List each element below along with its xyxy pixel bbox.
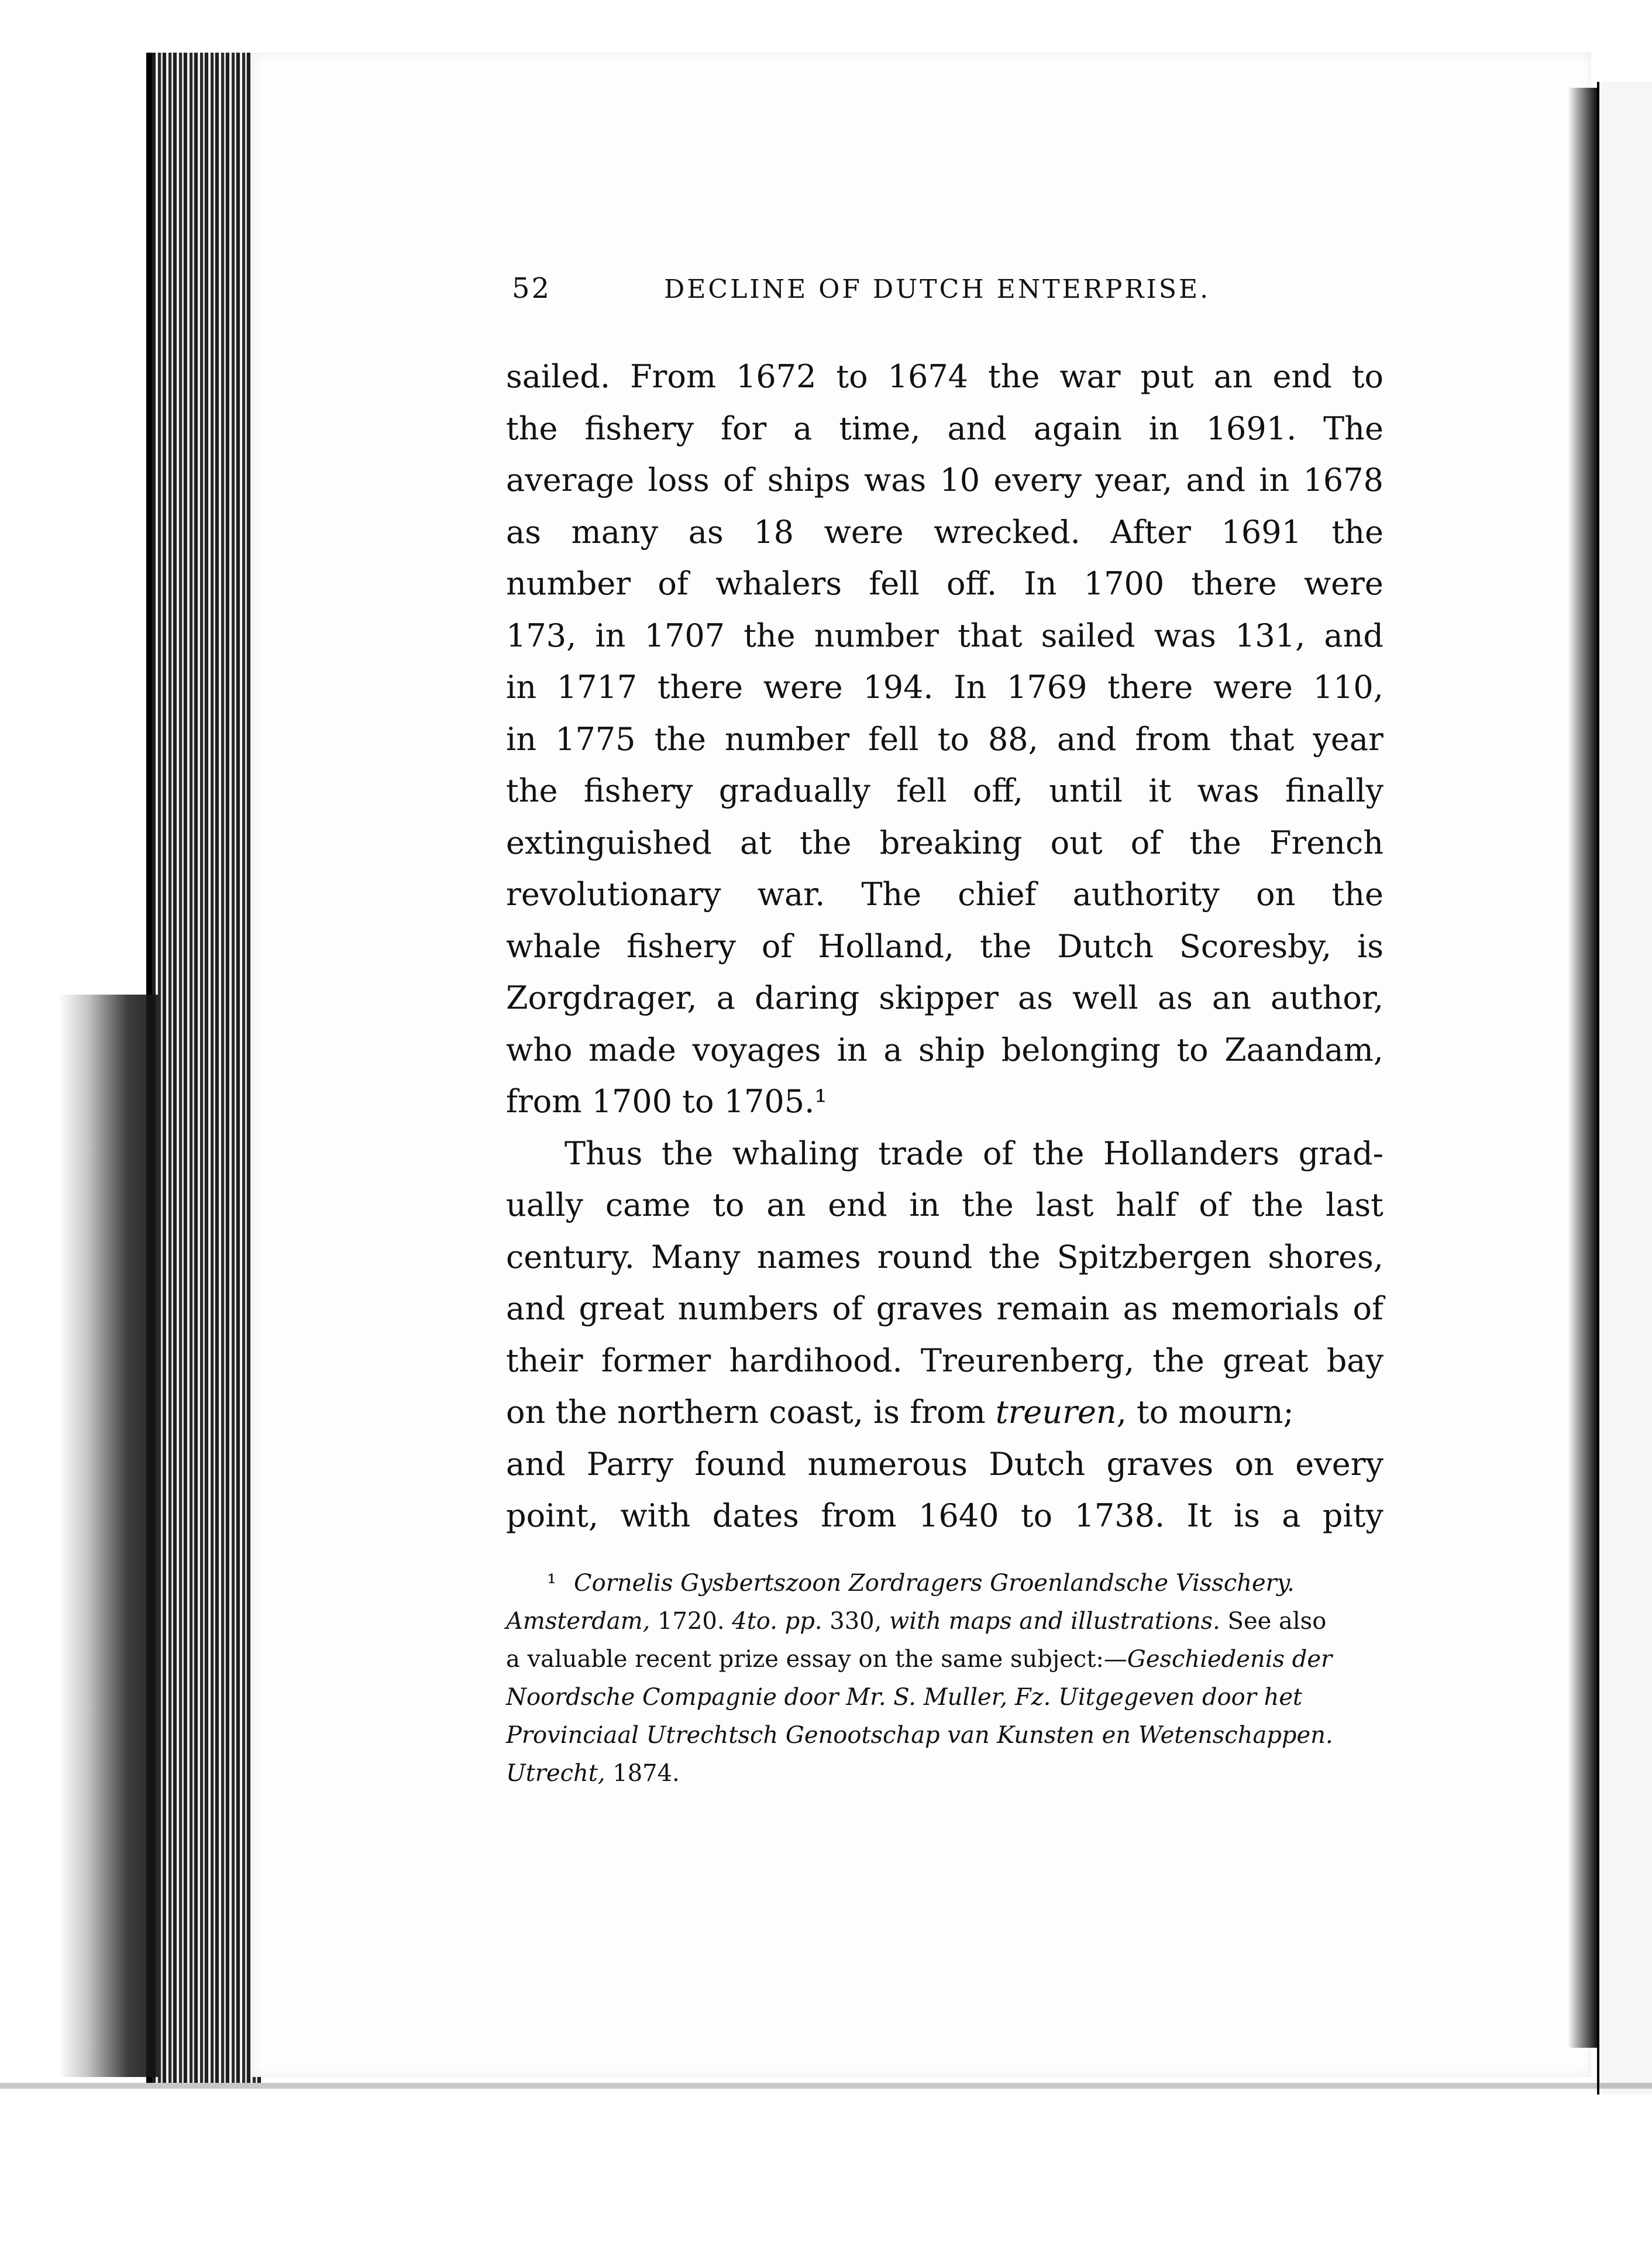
word: the xyxy=(979,927,1032,965)
text-line xyxy=(506,1128,1383,1180)
word: is xyxy=(1357,927,1383,965)
word: loss xyxy=(648,462,710,498)
word: to xyxy=(1351,358,1383,395)
word: trade xyxy=(878,1134,964,1172)
word: to xyxy=(836,358,868,395)
word: 173, xyxy=(506,617,577,654)
word: the xyxy=(654,720,706,758)
footnote-line xyxy=(506,1603,1383,1641)
word: The xyxy=(861,876,922,913)
text-line xyxy=(506,921,1383,973)
word: found xyxy=(694,1445,787,1483)
word: for xyxy=(720,410,767,447)
word: of xyxy=(1130,824,1162,861)
text-line xyxy=(506,610,1383,662)
word: whalers xyxy=(715,565,842,602)
page-header xyxy=(506,272,1383,319)
word: author, xyxy=(1270,979,1383,1016)
word: 131, xyxy=(1235,617,1306,654)
word: that xyxy=(1229,720,1295,758)
word: from xyxy=(1135,720,1211,758)
word: off, xyxy=(972,772,1024,809)
word: until xyxy=(1049,772,1123,809)
word: war xyxy=(1059,358,1121,395)
word: whaling xyxy=(732,1134,859,1172)
word: was xyxy=(864,462,927,498)
word: Treurenberg, xyxy=(920,1342,1135,1379)
footnote xyxy=(506,1564,1383,1793)
word: number xyxy=(814,617,939,654)
word: in xyxy=(1148,410,1179,447)
footnote-line xyxy=(506,1717,1383,1755)
book-fore-edge xyxy=(146,53,263,2083)
word: Scoresby, xyxy=(1179,927,1332,965)
word: chief xyxy=(958,876,1037,913)
word: an xyxy=(1212,979,1251,1016)
word: to xyxy=(1176,1031,1209,1068)
word: sailed. xyxy=(506,358,611,395)
word: 1674 xyxy=(887,358,969,395)
word: on xyxy=(1234,1445,1274,1483)
text-line xyxy=(506,1076,1383,1128)
word: who xyxy=(506,1031,573,1068)
footnote-line xyxy=(506,1679,1383,1717)
word: the xyxy=(1331,513,1383,551)
word: many xyxy=(571,513,659,551)
word: and xyxy=(1186,462,1245,498)
word: belonging xyxy=(1001,1031,1161,1068)
word: voyages xyxy=(692,1031,821,1068)
word: ually xyxy=(506,1187,584,1223)
word: were xyxy=(824,513,904,551)
word: the xyxy=(661,1134,714,1172)
word: and xyxy=(1324,617,1383,654)
word: in xyxy=(595,617,626,654)
word: of xyxy=(983,1134,1014,1172)
word: end xyxy=(1272,358,1332,395)
word: of xyxy=(658,565,689,602)
word: 1769 xyxy=(1007,669,1087,706)
word: the xyxy=(988,358,1040,395)
text-line xyxy=(506,351,1383,403)
word: was xyxy=(1197,772,1259,809)
text-line xyxy=(506,714,1383,766)
word: skipper xyxy=(879,979,999,1016)
footnote-text: 1720. xyxy=(650,1607,732,1635)
word: that xyxy=(958,617,1023,654)
word: former xyxy=(601,1342,711,1379)
word: Zaandam, xyxy=(1224,1031,1383,1068)
word: revolutionary xyxy=(506,876,721,913)
word: numerous xyxy=(807,1445,968,1483)
word: were xyxy=(763,669,843,706)
word: hardihood. xyxy=(729,1342,903,1379)
word: of xyxy=(722,462,754,498)
word: 1738. xyxy=(1074,1497,1165,1534)
word: a xyxy=(716,979,735,1016)
word: their xyxy=(506,1342,583,1379)
word: 1678 xyxy=(1303,462,1383,498)
text-line xyxy=(506,1490,1383,1542)
word: again xyxy=(1033,410,1122,447)
word: fishery xyxy=(627,927,736,965)
word: to xyxy=(937,720,969,758)
word: names xyxy=(756,1238,861,1275)
word: in xyxy=(506,669,537,706)
footnote-text: 1874. xyxy=(605,1759,680,1787)
word: 1640 xyxy=(918,1497,999,1534)
word: authority xyxy=(1072,876,1220,913)
word: 1700 xyxy=(1083,565,1165,602)
scan-bottom-edge xyxy=(0,2083,1652,2089)
word: last xyxy=(1035,1187,1094,1223)
word: as xyxy=(506,513,541,551)
text-line xyxy=(506,765,1383,817)
word: the xyxy=(1331,876,1383,913)
word: in xyxy=(837,1031,868,1068)
word: remain xyxy=(996,1290,1110,1327)
word: last xyxy=(1326,1187,1383,1223)
word: as xyxy=(688,513,724,551)
word: 110, xyxy=(1313,669,1383,706)
word: Many xyxy=(651,1238,741,1275)
word: dates xyxy=(712,1497,799,1534)
word: the xyxy=(1189,824,1241,861)
word: there xyxy=(657,669,744,706)
word: number xyxy=(725,720,850,758)
facing-page-edge xyxy=(1597,82,1652,2095)
text-block xyxy=(506,272,1383,1793)
word: an xyxy=(766,1187,806,1223)
word: half xyxy=(1116,1187,1177,1223)
word: and xyxy=(1056,720,1117,758)
text-line xyxy=(506,1387,1383,1439)
word: 1691. xyxy=(1206,410,1297,447)
text-line xyxy=(506,507,1383,559)
word: extinguished xyxy=(506,824,712,861)
text-line xyxy=(506,869,1383,921)
word: as xyxy=(1157,979,1193,1016)
word: In xyxy=(1024,565,1057,602)
word: shores, xyxy=(1268,1238,1383,1275)
word: Thus xyxy=(565,1134,643,1172)
text-line xyxy=(506,558,1383,610)
text-line xyxy=(506,1024,1383,1077)
word: grad- xyxy=(1298,1134,1383,1172)
word: great xyxy=(579,1290,665,1327)
page-number: 52 xyxy=(512,272,552,305)
footnote-text: Geschiedenis der xyxy=(1127,1645,1333,1673)
line-text: , to mourn; xyxy=(1116,1394,1294,1431)
footnote-line xyxy=(506,1564,1383,1603)
word: an xyxy=(1213,358,1253,395)
word: and xyxy=(947,410,1007,447)
word: ships xyxy=(767,462,851,498)
word: The xyxy=(1323,410,1383,447)
text-line xyxy=(506,1232,1383,1284)
word: 88, xyxy=(987,720,1038,758)
word: and xyxy=(506,1290,566,1327)
text-line xyxy=(506,1180,1383,1232)
text-line xyxy=(506,1335,1383,1387)
footnote-text: Amsterdam, xyxy=(506,1607,651,1635)
text-line xyxy=(506,455,1383,507)
word: Zorgdrager, xyxy=(506,979,697,1016)
word: number xyxy=(506,565,631,602)
book-edge-shadow xyxy=(58,995,158,2077)
word: Hollanders xyxy=(1103,1134,1280,1172)
text-line xyxy=(506,1283,1383,1335)
word: and xyxy=(506,1445,566,1483)
word: is xyxy=(1233,1497,1260,1534)
word: Spitzbergen xyxy=(1056,1238,1252,1275)
text-line xyxy=(506,1439,1383,1491)
word: 1691 xyxy=(1221,513,1302,551)
word: the xyxy=(506,772,558,809)
word: memorials xyxy=(1171,1290,1340,1327)
word: pity xyxy=(1322,1497,1383,1534)
word: fishery xyxy=(584,410,694,447)
word: time, xyxy=(839,410,921,447)
word: there xyxy=(1191,565,1277,602)
footnote-text: 4to. pp. xyxy=(732,1607,822,1635)
text-line xyxy=(506,403,1383,455)
word: to xyxy=(1020,1497,1053,1534)
word: the xyxy=(744,617,796,654)
word: bay xyxy=(1326,1342,1383,1379)
word: fell xyxy=(896,772,947,809)
word: the xyxy=(989,1238,1041,1275)
word: the xyxy=(962,1187,1014,1223)
word: 1717 xyxy=(556,669,638,706)
gutter-shadow xyxy=(1568,88,1597,2048)
word: finally xyxy=(1285,772,1383,809)
footnote-text: Cornelis Gysbertszoon Zordragers Groenlandsche Visschery. xyxy=(574,1569,1295,1597)
word: 10 xyxy=(939,462,980,498)
footnote-text: 330, xyxy=(822,1607,890,1635)
word: From xyxy=(630,358,717,395)
body-text xyxy=(506,351,1383,1542)
word: wrecked. xyxy=(934,513,1080,551)
word: from xyxy=(821,1497,897,1534)
word: of xyxy=(1352,1290,1383,1327)
word: to xyxy=(713,1187,745,1223)
word: there xyxy=(1107,669,1193,706)
word: numbers xyxy=(677,1290,819,1327)
word: off. xyxy=(947,565,997,602)
word: graves xyxy=(1106,1445,1214,1483)
word: great xyxy=(1223,1342,1309,1379)
word: point, xyxy=(506,1497,598,1534)
word: well xyxy=(1072,979,1138,1016)
word: French xyxy=(1269,824,1383,861)
word: the xyxy=(1251,1187,1304,1223)
word: with xyxy=(620,1497,691,1534)
word: the xyxy=(1032,1134,1085,1172)
footnote-text: a valuable recent prize essay on the same subject:— xyxy=(506,1645,1127,1673)
footnote-text: See also xyxy=(1220,1607,1327,1635)
footnote-text: with maps and illustrations. xyxy=(889,1607,1220,1635)
word: a xyxy=(1282,1497,1301,1534)
word: at xyxy=(739,824,772,861)
word: the xyxy=(1152,1342,1204,1379)
word: war. xyxy=(757,876,825,913)
word: end xyxy=(828,1187,887,1223)
footnote-text: Utrecht, xyxy=(506,1759,605,1787)
word: gradually xyxy=(718,772,870,809)
word: in xyxy=(909,1187,940,1223)
word: fishery xyxy=(583,772,693,809)
word: of xyxy=(832,1290,863,1327)
word: were xyxy=(1213,669,1293,706)
word: breaking xyxy=(879,824,1023,861)
word: of xyxy=(1199,1187,1230,1223)
word: came xyxy=(605,1187,691,1223)
word: as xyxy=(1123,1290,1158,1327)
word: Dutch xyxy=(989,1445,1086,1483)
word: In xyxy=(954,669,987,706)
word: ship xyxy=(918,1031,986,1068)
word: 1672 xyxy=(736,358,817,395)
word: the xyxy=(506,410,558,447)
word: It xyxy=(1186,1497,1212,1534)
footnote-text: Noordsche Compagnie door Mr. S. Muller, Fz. Uitgegeven door het xyxy=(506,1683,1303,1711)
running-head: DECLINE OF DUTCH ENTERPRISE. xyxy=(664,274,1211,304)
word: 18 xyxy=(753,513,794,551)
text-line xyxy=(506,972,1383,1024)
line-text: from 1700 to 1705.¹ xyxy=(506,1083,827,1120)
word: 194. xyxy=(863,669,934,706)
word: in xyxy=(1259,462,1290,498)
word: as xyxy=(1018,979,1053,1016)
word: whale xyxy=(506,927,601,965)
word: After xyxy=(1110,513,1191,551)
word: every xyxy=(1295,1445,1383,1483)
word: round xyxy=(877,1238,973,1275)
word: of xyxy=(761,927,793,965)
word: fell xyxy=(869,565,920,602)
word: 1707 xyxy=(644,617,725,654)
word: Holland, xyxy=(818,927,955,965)
word: every xyxy=(993,462,1082,498)
word: sailed xyxy=(1041,617,1135,654)
footnote-text: Provinciaal Utrechtsch Genootschap van Kunsten en Wetenschappen. xyxy=(506,1721,1333,1749)
word: Dutch xyxy=(1057,927,1154,965)
footnote-marker: ¹ xyxy=(547,1569,557,1597)
word: graves xyxy=(876,1290,983,1327)
word: average xyxy=(506,462,635,498)
word: a xyxy=(793,410,813,447)
text-line xyxy=(506,662,1383,714)
text-line xyxy=(506,817,1383,869)
italic-word: treuren xyxy=(995,1394,1117,1431)
line-text: on the northern coast, is from xyxy=(506,1394,996,1431)
word: century. xyxy=(506,1238,635,1275)
word: year xyxy=(1313,720,1383,758)
word: a xyxy=(883,1031,903,1068)
word: was xyxy=(1154,617,1216,654)
word: year, xyxy=(1095,462,1173,498)
word: the xyxy=(799,824,852,861)
word: it xyxy=(1148,772,1172,809)
word: 1775 xyxy=(555,720,636,758)
word: daring xyxy=(754,979,860,1016)
word: in xyxy=(506,720,537,758)
word: made xyxy=(588,1031,676,1068)
footnote-line xyxy=(506,1755,1383,1793)
footnote-line xyxy=(506,1641,1383,1679)
word: fell xyxy=(868,720,919,758)
word: were xyxy=(1303,565,1383,602)
word: on xyxy=(1256,876,1296,913)
word: put xyxy=(1140,358,1194,395)
word: Parry xyxy=(586,1445,674,1483)
word: out xyxy=(1050,824,1103,861)
